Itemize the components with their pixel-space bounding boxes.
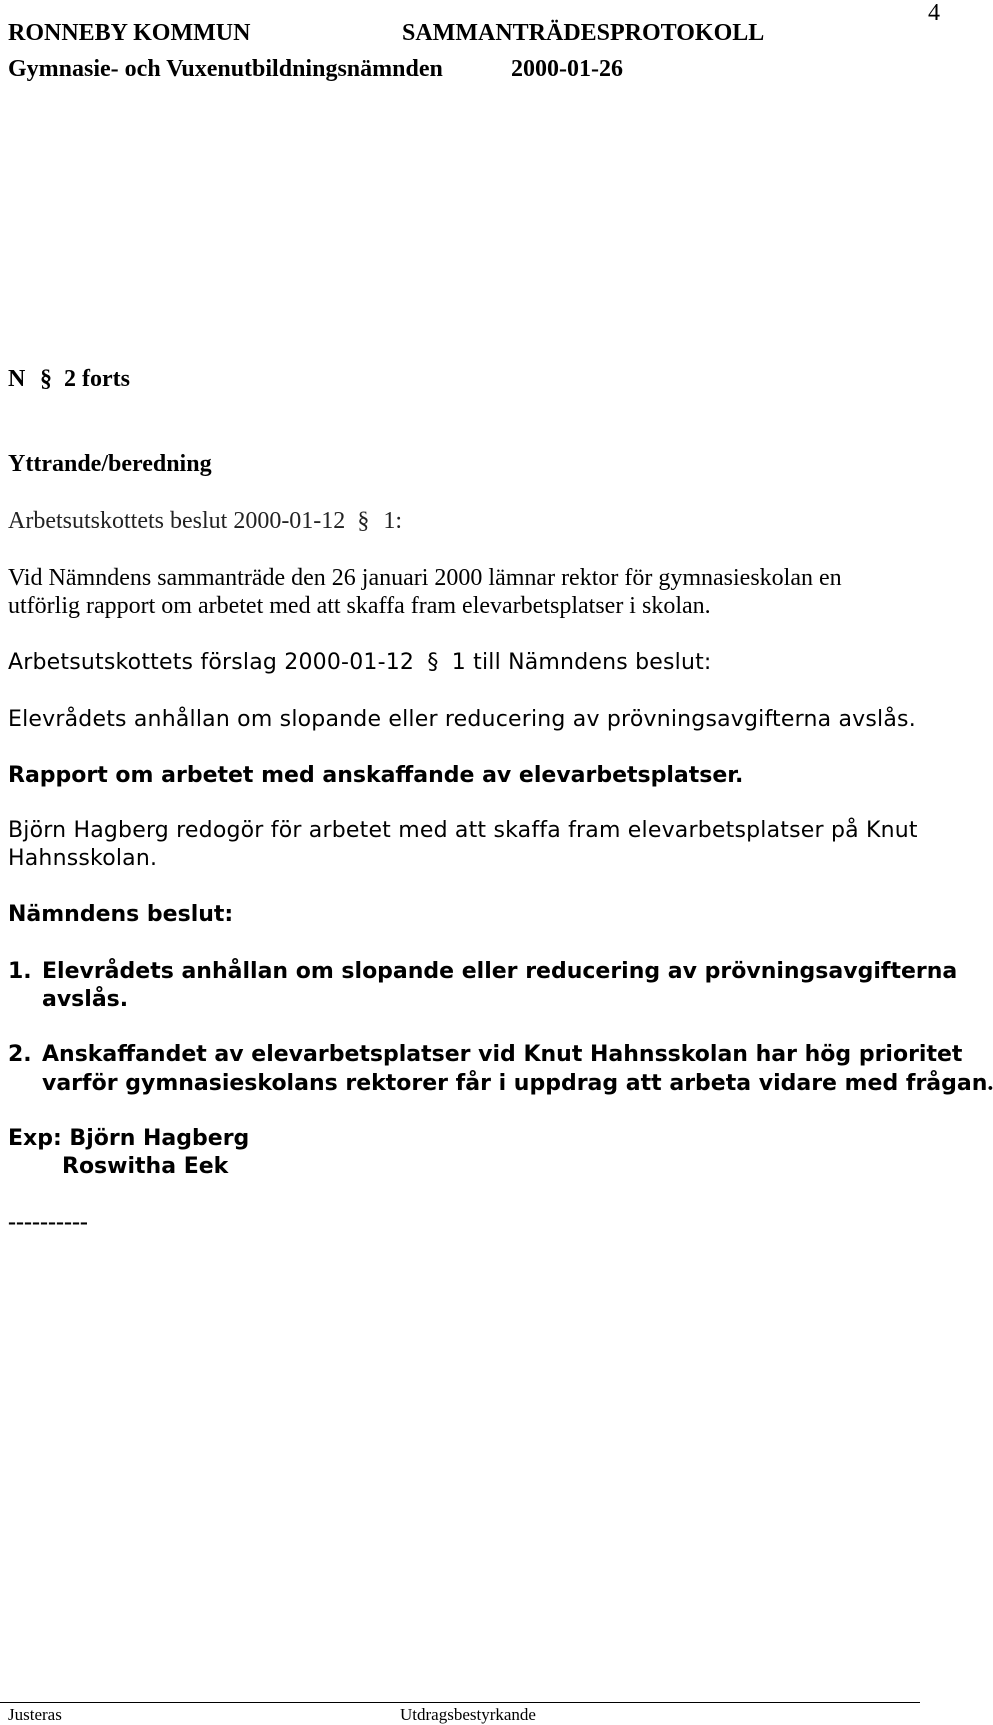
- footer-justeras: Justeras: [8, 1705, 62, 1724]
- footer-utdragsbestyrkande: Utdragsbestyrkande: [400, 1705, 536, 1724]
- section-letter: N: [8, 366, 26, 392]
- proposal-ref-tail: 1 till Nämndens beslut:: [451, 650, 712, 675]
- exp-label: Exp: Björn Hagberg: [8, 1126, 250, 1151]
- paragraph1-line1: Vid Nämndens sammanträde den 26 januari 2000 lämnar rektor för gymnasieskolan en: [8, 565, 842, 591]
- report-heading: Rapport om arbetet med anskaffande av elevarbetsplatser.: [8, 763, 744, 788]
- proposal-ref: [8, 650, 712, 675]
- header-date: 2000-01-26: [511, 56, 623, 82]
- header-org: RONNEBY KOMMUN: [8, 20, 251, 46]
- decision-1-number: 1.: [8, 959, 32, 984]
- proposal-text: Elevrådets anhållan om slopande eller reducering av prövningsavgifterna avslås.: [8, 707, 916, 732]
- report-text-line1: Björn Hagberg redogör för arbetet med att skaffa fram elevarbetsplatser på Knut: [8, 818, 918, 843]
- decision-2-line2-wrap: [42, 1070, 993, 1097]
- decision-heading: Nämndens beslut:: [8, 902, 234, 927]
- decision-2-line2: varför gymnasieskolans rektorer får i uppdrag att arbeta vidare med frågan: [42, 1071, 988, 1096]
- proposal-ref-text: Arbetsutskottets förslag 2000-01-12: [8, 650, 415, 675]
- header-doc-type: SAMMANTRÄDESPROTOKOLL: [402, 20, 765, 46]
- dashed-divider: ----------: [8, 1209, 88, 1235]
- decision-ref-symbol: §: [357, 508, 370, 534]
- section-symbol: §: [40, 366, 52, 392]
- page-number: 4: [928, 0, 940, 26]
- paragraph1-line2: utförlig rapport om arbetet med att skaffa fram elevarbetsplatser i skolan.: [8, 593, 711, 619]
- proposal-ref-symbol: §: [427, 650, 439, 675]
- decision-ref-number: 1:: [383, 508, 402, 534]
- section-number: 2 forts: [64, 366, 130, 392]
- decision-1-line2: avslås.: [42, 987, 129, 1012]
- section-heading: Yttrande/beredning: [8, 451, 212, 477]
- decision-2-line1: Anskaffandet av elevarbetsplatser vid Knut Hahnsskolan har hög prioritet: [42, 1042, 963, 1067]
- exp-second: Roswitha Eek: [62, 1154, 229, 1179]
- header-board: Gymnasie- och Vuxenutbildningsnämnden: [8, 56, 443, 82]
- footer-rule: [0, 1702, 920, 1703]
- decision-ref-text: Arbetsutskottets beslut 2000-01-12: [8, 508, 346, 534]
- decision-2-line2-end: .: [987, 1070, 993, 1096]
- decision-2-number: 2.: [8, 1042, 32, 1067]
- decision-1-line1: Elevrådets anhållan om slopande eller reducering av prövningsavgifterna: [42, 959, 958, 984]
- decision-ref: [8, 508, 402, 535]
- report-text-line2: Hahnsskolan.: [8, 846, 158, 871]
